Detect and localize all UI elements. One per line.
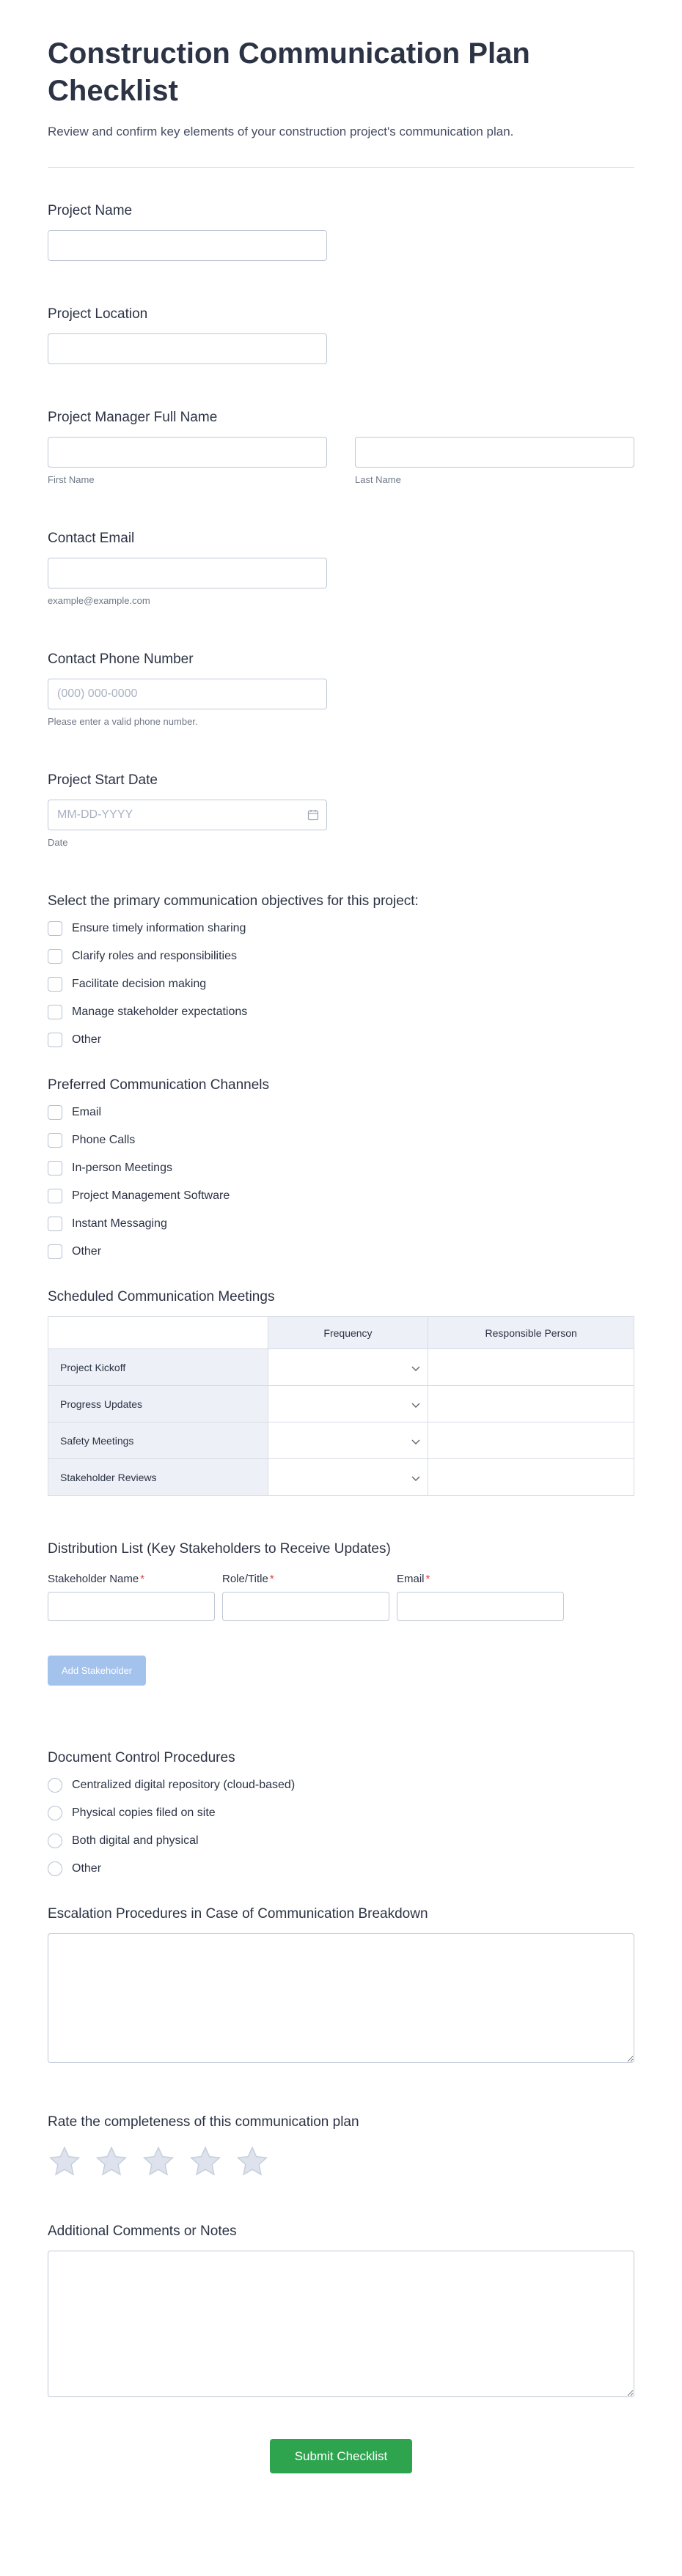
table-row [48, 1349, 634, 1386]
comments-textarea[interactable] [48, 2251, 634, 2397]
page-subtitle: Review and confirm key elements of your construction project's communication plan. [48, 125, 514, 139]
field-doc-control [48, 1750, 634, 1877]
row-label: Progress Updates [48, 1386, 268, 1422]
option-label: Centralized digital repository (cloud-based) [72, 1779, 296, 1792]
radio-option[interactable] [48, 1833, 634, 1849]
form-container [48, 0, 634, 2548]
last-name-sublabel: Last Name [355, 474, 401, 486]
stakeholder-name-input[interactable] [48, 1592, 215, 1621]
page-title: Construction Communication Plan Checklist [48, 37, 530, 108]
star-icon[interactable] [188, 2145, 222, 2177]
field-project-location [48, 306, 634, 364]
channels-label: Preferred Communication Channels [48, 1077, 270, 1093]
stakeholder-email-input[interactable] [397, 1592, 564, 1621]
checkbox-icon[interactable] [48, 1033, 62, 1047]
checkbox-option[interactable] [48, 976, 634, 992]
checkbox-icon[interactable] [48, 1189, 62, 1203]
chevron-down-icon [411, 1362, 420, 1373]
distribution-label: Distribution List (Key Stakeholders to Receive Updates) [48, 1541, 391, 1557]
table-row [48, 1386, 634, 1422]
field-meetings [48, 1289, 634, 1496]
stakeholder-name-header: Stakeholder Name * [48, 1573, 145, 1586]
option-label: Other [72, 1245, 102, 1258]
contact-email-input[interactable] [48, 558, 327, 588]
checkbox-option[interactable] [48, 1104, 634, 1121]
checkbox-icon[interactable] [48, 1244, 62, 1259]
last-name-input[interactable] [355, 437, 634, 468]
field-rating [48, 2114, 634, 2177]
header-divider [48, 167, 634, 168]
meetings-label: Scheduled Communication Meetings [48, 1289, 275, 1305]
role-title-col [222, 1568, 389, 1621]
calendar-icon[interactable] [307, 809, 319, 824]
star-icon[interactable] [95, 2145, 128, 2177]
option-label: In-person Meetings [72, 1162, 172, 1175]
responsible-person-cell [428, 1422, 634, 1459]
frequency-select[interactable] [268, 1349, 428, 1386]
row-label: Stakeholder Reviews [48, 1459, 268, 1496]
field-comments [48, 2223, 634, 2397]
start-date-label: Project Start Date [48, 772, 158, 789]
checkbox-option[interactable] [48, 920, 634, 937]
comments-label: Additional Comments or Notes [48, 2223, 237, 2240]
email-header: Email * [397, 1573, 430, 1586]
field-channels [48, 1077, 634, 1260]
stakeholder-name-col [48, 1568, 215, 1621]
responsible-person-input[interactable] [428, 1387, 634, 1422]
radio-option[interactable] [48, 1861, 634, 1877]
responsible-person-cell [428, 1349, 634, 1386]
radio-icon[interactable] [48, 1861, 62, 1876]
row-label: Project Kickoff [48, 1349, 268, 1386]
project-location-input[interactable] [48, 333, 327, 364]
checkbox-icon[interactable] [48, 1005, 62, 1019]
option-label: Manage stakeholder expectations [72, 1005, 248, 1019]
table-row [48, 1459, 634, 1496]
contact-phone-label: Contact Phone Number [48, 652, 194, 668]
chevron-down-icon [411, 1472, 420, 1483]
field-project-name [48, 203, 634, 261]
option-label: Other [72, 1033, 102, 1047]
start-date-sublabel: Date [48, 837, 68, 849]
project-name-label: Project Name [48, 203, 133, 219]
checkbox-option[interactable] [48, 1004, 634, 1020]
last-name-col [355, 437, 634, 485]
star-icon[interactable] [142, 2145, 175, 2177]
radio-icon[interactable] [48, 1778, 62, 1793]
contact-phone-sublabel: Please enter a valid phone number. [48, 716, 198, 728]
field-escalation [48, 1906, 634, 2063]
field-project-manager [48, 410, 634, 485]
option-label: Physical copies filed on site [72, 1806, 216, 1820]
table-row [48, 1422, 634, 1459]
checkbox-option[interactable] [48, 1032, 634, 1048]
submit-button[interactable]: Submit Checklist [270, 2439, 413, 2473]
meetings-table [48, 1316, 634, 1496]
table-corner-cell [48, 1317, 268, 1349]
form-footer [48, 2397, 634, 2548]
radio-icon[interactable] [48, 1834, 62, 1848]
checkbox-icon[interactable] [48, 1105, 62, 1120]
chevron-down-icon [411, 1435, 420, 1447]
radio-option[interactable] [48, 1805, 634, 1821]
escalation-textarea[interactable] [48, 1933, 634, 2063]
column-header-responsible: Responsible Person [428, 1317, 634, 1349]
checkbox-icon[interactable] [48, 1217, 62, 1231]
checkbox-option[interactable] [48, 948, 634, 964]
checkbox-option[interactable] [48, 1216, 634, 1232]
option-label: Email [72, 1106, 102, 1119]
star-icon[interactable] [48, 2145, 81, 2177]
project-name-input[interactable] [48, 230, 327, 261]
field-objectives [48, 893, 634, 1048]
required-asterisk: * [269, 1573, 274, 1586]
responsible-person-cell [428, 1386, 634, 1422]
role-title-header: Role/Title * [222, 1573, 274, 1586]
name-row [48, 437, 634, 485]
first-name-input[interactable] [48, 437, 327, 468]
distribution-row [48, 1568, 634, 1621]
contact-email-label: Contact Email [48, 531, 135, 547]
option-label: Project Management Software [72, 1189, 230, 1203]
checkbox-icon[interactable] [48, 1161, 62, 1176]
contact-phone-input[interactable] [48, 679, 327, 709]
checkbox-option[interactable] [48, 1132, 634, 1148]
option-label: Both digital and physical [72, 1834, 199, 1848]
checkbox-icon[interactable] [48, 1133, 62, 1148]
contact-email-sublabel: example@example.com [48, 595, 150, 607]
checkbox-icon[interactable] [48, 977, 62, 992]
responsible-person-input[interactable] [428, 1460, 634, 1495]
option-label: Other [72, 1862, 102, 1875]
field-start-date [48, 772, 634, 848]
frequency-select[interactable] [268, 1422, 428, 1459]
checkbox-icon[interactable] [48, 949, 62, 964]
escalation-label: Escalation Procedures in Case of Communication Breakdown [48, 1906, 428, 1922]
email-col [397, 1568, 564, 1621]
option-label: Phone Calls [72, 1134, 136, 1147]
first-name-col [48, 437, 327, 485]
star-rating [48, 2145, 634, 2177]
add-stakeholder-button[interactable]: Add Stakeholder [48, 1656, 146, 1686]
date-input-wrap [48, 800, 327, 830]
radio-icon[interactable] [48, 1806, 62, 1820]
field-distribution [48, 1541, 634, 1686]
row-label: Safety Meetings [48, 1422, 268, 1459]
field-contact-phone [48, 652, 634, 727]
option-label: Instant Messaging [72, 1217, 167, 1230]
project-location-label: Project Location [48, 306, 148, 322]
responsible-person-input[interactable] [428, 1350, 634, 1385]
project-manager-label: Project Manager Full Name [48, 410, 218, 426]
radio-option[interactable] [48, 1777, 634, 1793]
objectives-label: Select the primary communication objectives for this project: [48, 893, 419, 909]
rating-label: Rate the completeness of this communication plan [48, 2114, 359, 2130]
start-date-input[interactable] [48, 800, 327, 830]
responsible-person-cell [428, 1459, 634, 1496]
checkbox-option[interactable] [48, 1160, 634, 1176]
required-asterisk: * [140, 1573, 145, 1586]
option-label: Clarify roles and responsibilities [72, 950, 237, 963]
role-title-input[interactable] [222, 1592, 389, 1621]
option-label: Facilitate decision making [72, 978, 207, 991]
doc-control-label: Document Control Procedures [48, 1750, 235, 1766]
frequency-select[interactable] [268, 1386, 428, 1422]
field-contact-email [48, 531, 634, 606]
checkbox-icon[interactable] [48, 921, 62, 936]
first-name-sublabel: First Name [48, 474, 95, 486]
star-icon[interactable] [235, 2145, 269, 2177]
responsible-person-input[interactable] [428, 1423, 634, 1458]
checkbox-option[interactable] [48, 1244, 634, 1260]
required-asterisk: * [425, 1573, 430, 1586]
frequency-select[interactable] [268, 1459, 428, 1496]
checkbox-option[interactable] [48, 1188, 634, 1204]
column-header-frequency: Frequency [268, 1317, 428, 1349]
option-label: Ensure timely information sharing [72, 922, 246, 935]
chevron-down-icon [411, 1398, 420, 1410]
